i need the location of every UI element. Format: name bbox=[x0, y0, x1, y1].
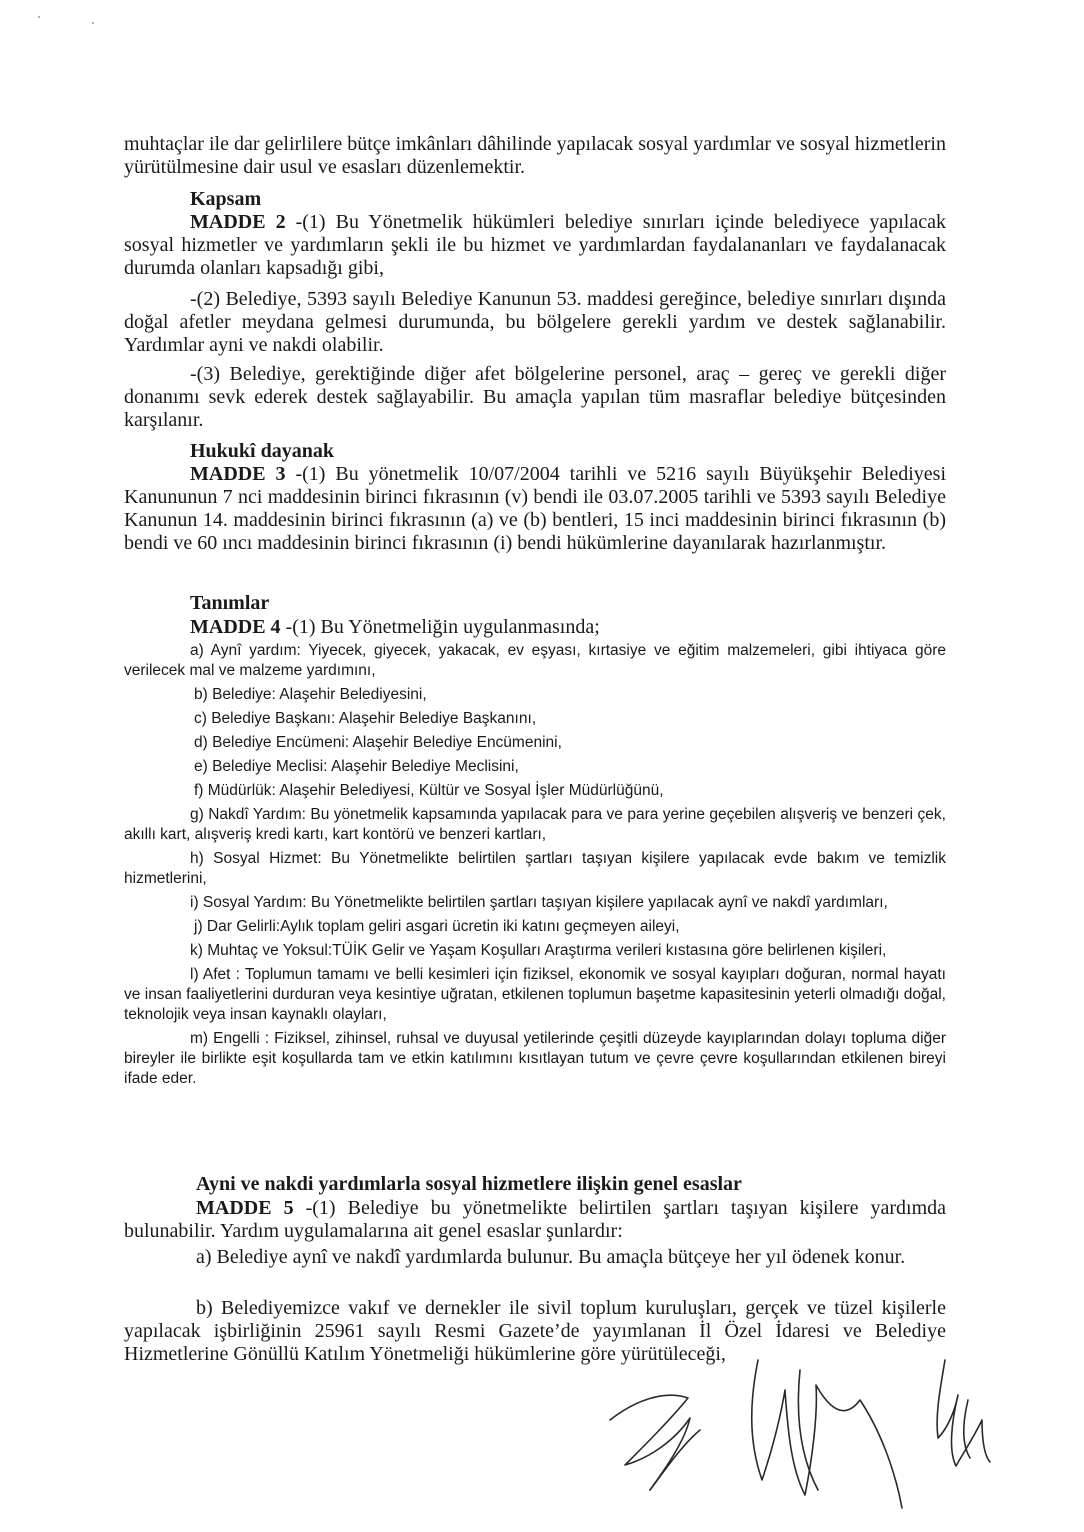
signature-1 bbox=[610, 1395, 690, 1490]
scan-speck bbox=[38, 16, 40, 18]
madde-5-label: MADDE 5 bbox=[196, 1197, 294, 1219]
madde-4-label: MADDE 4 bbox=[190, 616, 281, 638]
definition-item: f) Müdürlük: Alaşehir Belediyesi, Kültür ve Sosyal İşler Müdürlüğünü, bbox=[194, 782, 664, 799]
definition-item: g) Nakdî Yardım: Bu yönetmelik kapsamında yapılacak para ve para yerine geçebilen alışveriş ve benzeri çek, akıllı kart, alışveriş kredi kartı, kart kontörü ve benzeri kartları, bbox=[124, 806, 946, 843]
definition-item: i) Sosyal Yardım: Bu Yönetmelikte belirtilen şartları taşıyan kişilere yapılacak aynî ve nakdî yardımları, bbox=[190, 894, 888, 911]
madde-2-text: -(1) Bu Yönetmelik hükümleri belediye sınırları içinde belediyece yapılacak sosyal hizmetler ve yardımların şekli ile bu hizmet ve yardımlardan faydalananları ve faydalanacak durumda olanları kapsadığı gibi, bbox=[124, 211, 946, 279]
definition-item: c) Belediye Başkanı: Alaşehir Belediye Başkanını, bbox=[194, 710, 537, 727]
signature-1-stroke bbox=[650, 1430, 700, 1490]
madde-2-paragraph-3: -(3) Belediye, gerektiğinde diğer afet bölgelerine personel, araç – gereç ve gerekli diğer donanımı sevk ederek destek sağlayabilir. Bu amaçla yapılan tüm masraflar belediye bütçesinden karşılanır. bbox=[124, 363, 946, 431]
intro-paragraph: muhtaçlar ile dar gelirlilere bütçe imkânları dâhilinde yapılacak sosyal yardımlar ve sosyal hizmetlerin yürütülmesine dair usul ve esasları düzenlemektir. bbox=[124, 133, 946, 178]
madde-2-paragraph-2: -(2) Belediye, 5393 sayılı Belediye Kanunun 53. maddesi gereğince, belediye sınırları dışında doğal afetler meydana gelmesi durumunda, bu bölgelere gerekli yardım ve destek sağlanabilir. Yardımlar ayni ve nakdi olabilir. bbox=[124, 288, 946, 356]
madde-4-intro bbox=[124, 616, 946, 639]
section-heading-kapsam: Kapsam bbox=[190, 188, 262, 210]
signature-3-stroke bbox=[964, 1400, 970, 1458]
section-heading-tanimlar: Tanımlar bbox=[190, 592, 270, 614]
definition-item: m) Engelli : Fiziksel, zihinsel, ruhsal ve duyusal yetilerinde çeşitli düzeyde kayıplarından dolayı topluma diğer bireyler ile birlikte eşit koşullarda tam ve etkin katılımını kısıtlayan tutum ve çevre çevre koşullarından etkilenen bireyi ifade eder. bbox=[124, 1030, 946, 1087]
definition-item: l) Afet : Toplumun tamamı ve belli kesimleri için fiziksel, ekonomik ve sosyal kayıpları doğuran, normal hayatı ve insan faaliyetlerini durduran veya kesintiye uğratan, etkilenen toplumun başetme kapasitesinin yeterli olmadığı doğal, teknolojik veya insan kaynaklı olayları, bbox=[124, 966, 946, 1023]
definition-item: e) Belediye Meclisi: Alaşehir Belediye Meclisini, bbox=[194, 758, 519, 775]
madde-5-item-b: b) Belediyemizce vakıf ve dernekler ile sivil toplum kuruluşları, gerçek ve tüzel kişilerle yapılacak işbirliğinin 25961 sayılı Resmi Gazete’de yayımlanan İl Özel İdaresi ve Belediye Hizmetlerine Gönüllü Katılım Yönetmeliği hükümlerine göre yürütüleceği, bbox=[124, 1297, 946, 1365]
madde-5-intro bbox=[124, 1197, 946, 1243]
scan-speck bbox=[92, 22, 94, 24]
definition-item: d) Belediye Encümeni: Alaşehir Belediye Encümenini, bbox=[194, 734, 562, 751]
madde-5-item-a: a) Belediye aynî ve nakdî yardımlarda bulunur. Bu amaçla bütçeye her yıl ödenek konur. bbox=[196, 1246, 906, 1268]
madde-3-label: MADDE 3 bbox=[190, 463, 286, 485]
definition-item: a) Aynî yardım: Yiyecek, giyecek, yakacak, ev eşyası, kırtasiye ve eğitim malzemeleri, gibi ihtiyaca göre verilecek mal ve malzeme yardımını, bbox=[124, 642, 946, 679]
madde-2-label: MADDE 2 bbox=[190, 211, 286, 233]
madde-3-paragraph bbox=[124, 463, 946, 555]
signature-3 bbox=[937, 1360, 990, 1466]
madde-5-text: -(1) Belediye bu yönetmelikte belirtilen şartları taşıyan kişilere yardımda bulunabilir. Yardım uygulamalarına ait genel esaslar şunlardır: bbox=[124, 1197, 947, 1242]
definition-item: h) Sosyal Hizmet: Bu Yönetmelikte belirtilen şartları taşıyan kişilere yapılacak evde bakım ve temizlik hizmetlerini, bbox=[124, 850, 946, 887]
madde-4-text: -(1) Bu Yönetmeliğin uygulanmasında; bbox=[280, 616, 600, 638]
definition-item: b) Belediye: Alaşehir Belediyesini, bbox=[194, 686, 427, 703]
signature-2 bbox=[752, 1360, 902, 1508]
definitions-list bbox=[124, 641, 946, 1089]
section-heading-dayanak: Hukukî dayanak bbox=[190, 440, 334, 462]
madde-2-paragraph-1 bbox=[124, 211, 946, 280]
definition-item: j) Dar Gelirli:Aylık toplam geliri asgari ücretin iki katını geçmeyen aileyi, bbox=[194, 918, 680, 935]
definition-item: k) Muhtaç ve Yoksul:TÜİK Gelir ve Yaşam Koşulları Araştırma verileri kıstasına göre belirlenen kişileri, bbox=[190, 942, 887, 959]
madde-3-text: -(1) Bu yönetmelik 10/07/2004 tarihli ve 5216 sayılı Büyükşehir Belediyesi Kanununun 7 nci maddesinin birinci fıkrasının (v) bendi ile 03.07.2005 tarihli ve 5393 sayılı Belediye Kanunun 14. maddesinin birinci fıkrasının (a) ve (b) bentleri, 15 inci maddesinin birinci fıkrasının (b) bendi ve 60 ıncı maddesinin birinci fıkrasının (i) bendi hükümlerine dayanılarak hazırlanmıştır. bbox=[124, 463, 946, 554]
section-heading-esaslar: Ayni ve nakdi yardımlarla sosyal hizmetlere ilişkin genel esaslar bbox=[196, 1173, 742, 1195]
handwritten-signatures bbox=[590, 1340, 1010, 1525]
